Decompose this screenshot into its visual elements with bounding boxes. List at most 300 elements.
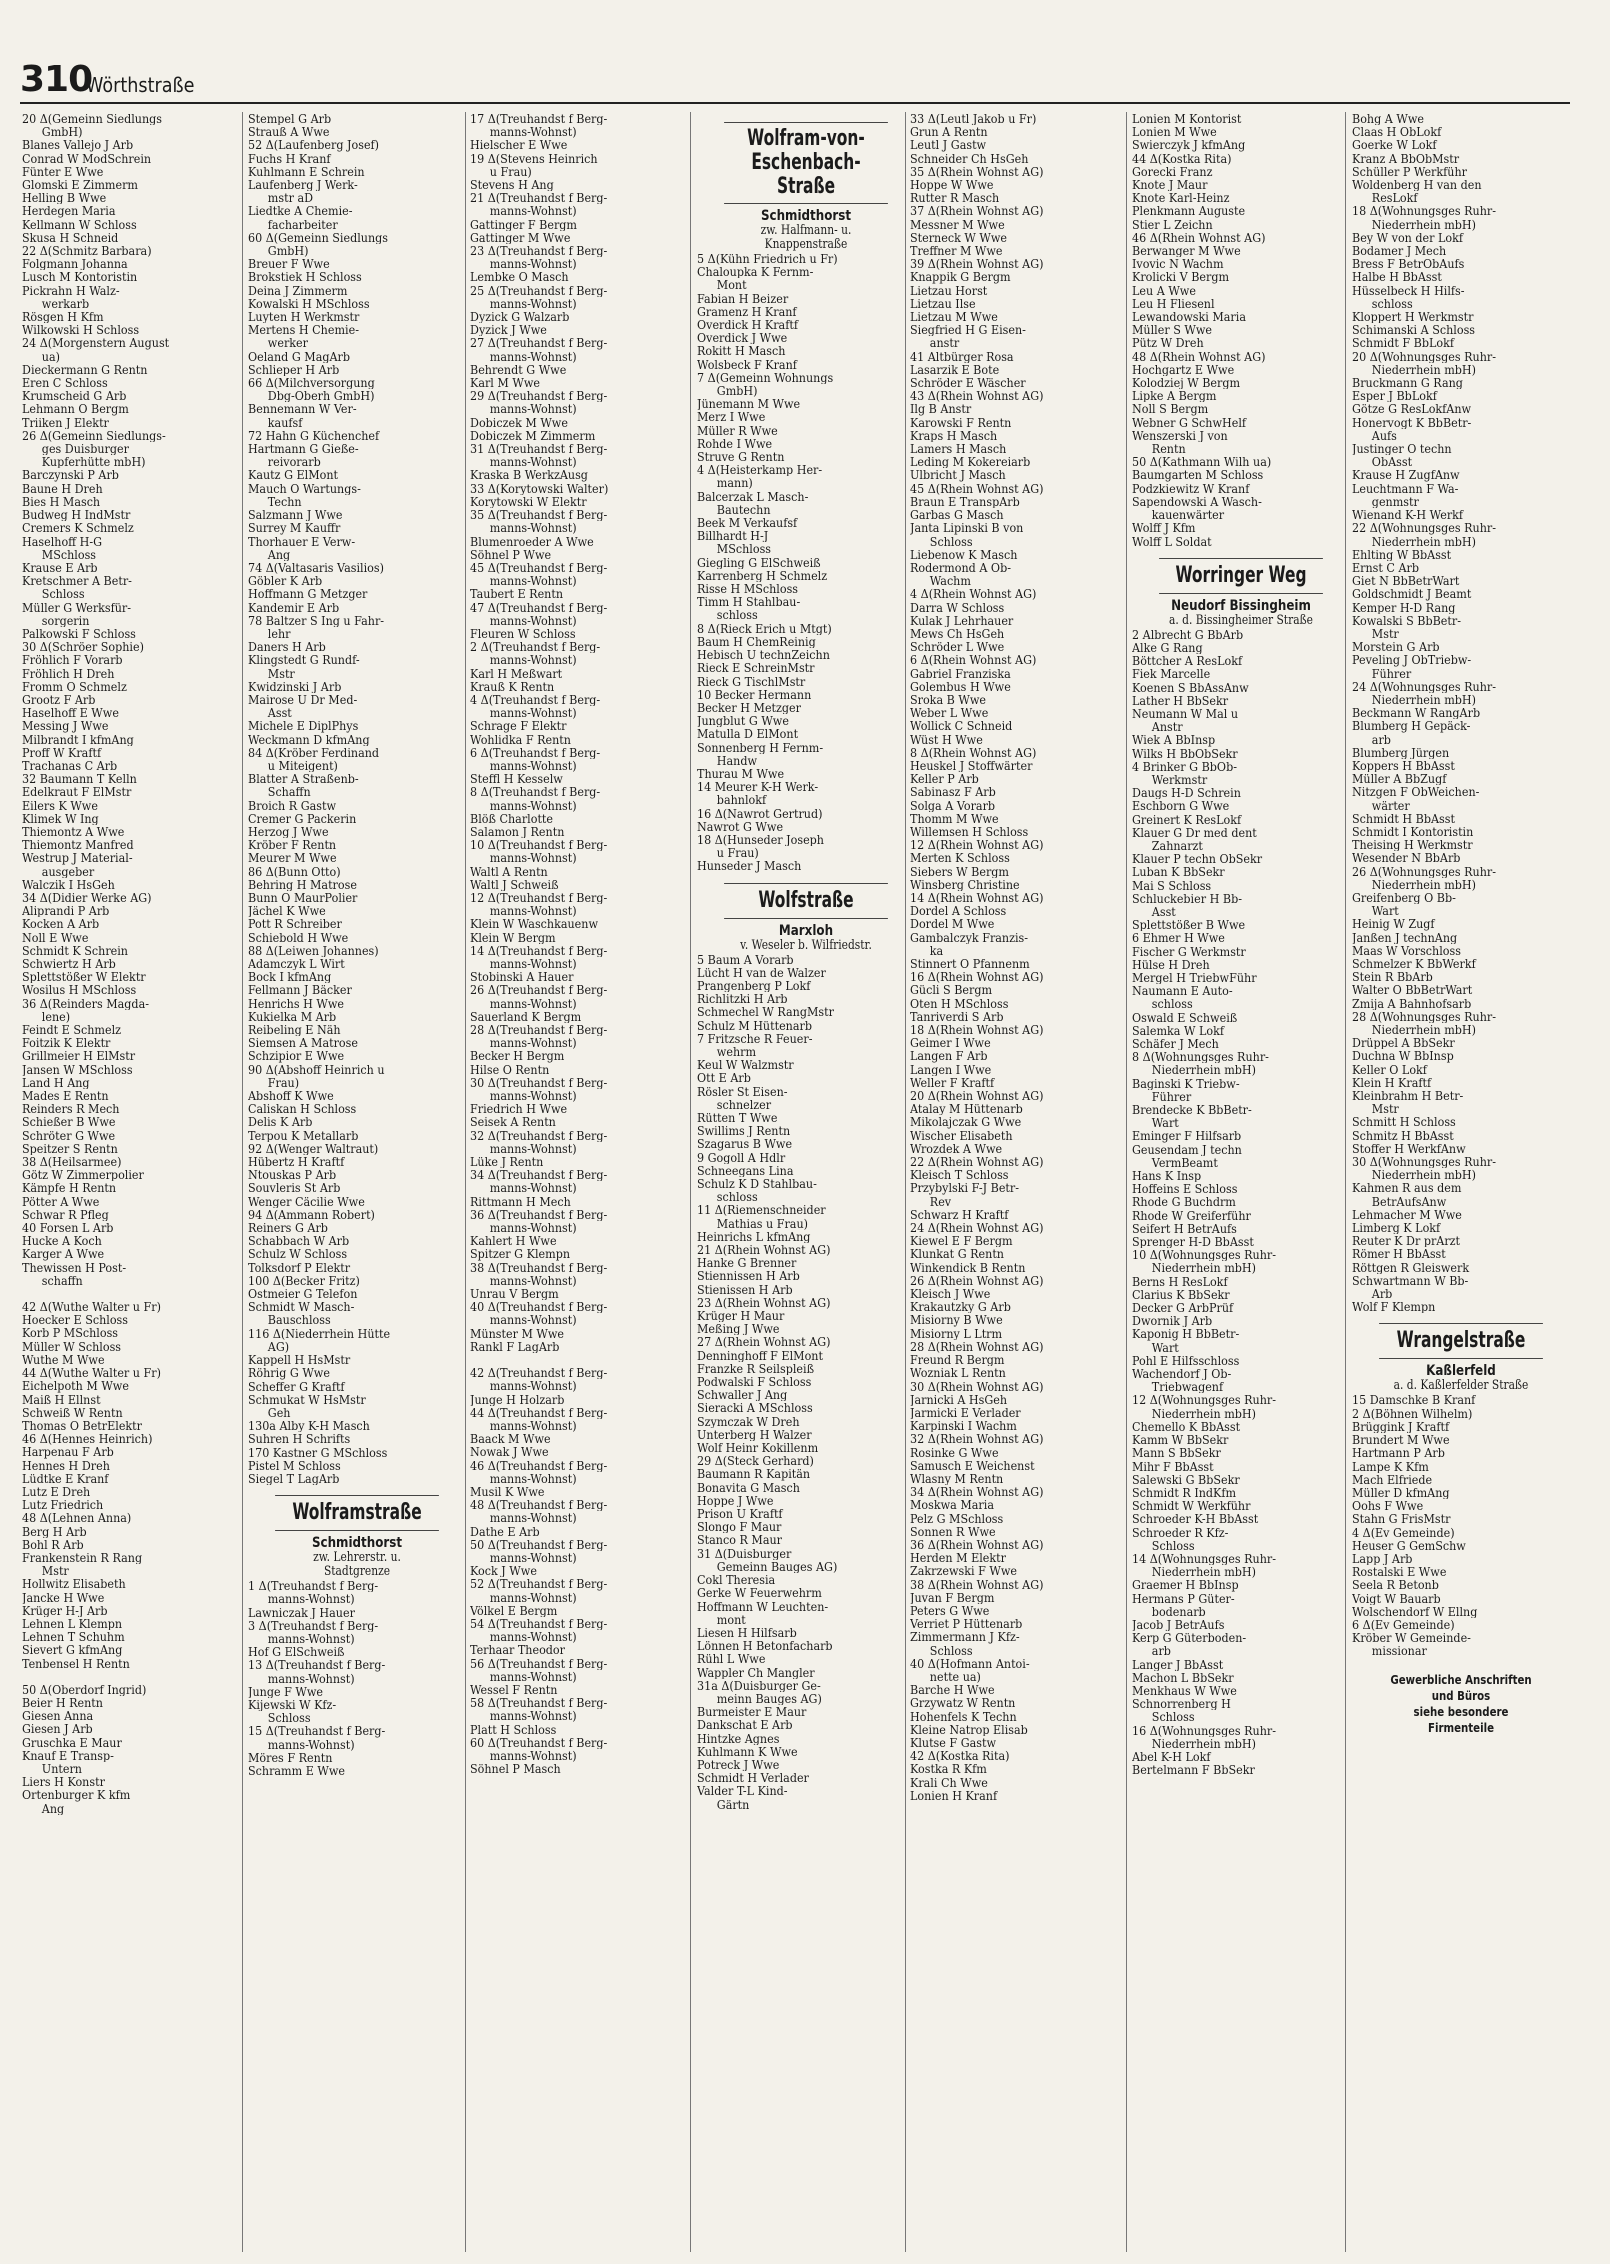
entry-line: Kleinbrahm H Betr- [1352, 1089, 1464, 1103]
entry-line: Leuchtmann F Wa- [1352, 481, 1459, 495]
entry-line: 7 Δ(Gemeinn Wohnungs [697, 370, 834, 385]
entry-line: 36 Δ(Rhein Wohnst AG) [910, 1537, 1044, 1552]
entry-line: Rostalski E Wwe [1352, 1565, 1447, 1579]
column-6 [1132, 112, 1350, 2258]
entry-line: Liebenow K Masch [910, 547, 1018, 561]
entry-line: 4 Δ(Heisterkamp Her- [697, 463, 823, 477]
entry-line: Fischer G Werkmstr [1132, 944, 1246, 958]
entry-line: Mihr F BbAsst [1132, 1459, 1214, 1473]
entry-line: Michele E DiplPhys [248, 719, 359, 733]
entry-line: Karowski F Rentn [910, 415, 1012, 429]
entry-line: AG) [267, 1339, 290, 1354]
entry-line: anstr [929, 336, 960, 350]
entry-line: 44 Δ(Treuhandst f Berg- [470, 1405, 608, 1419]
entry-line: Honervogt K BbBetr- [1352, 415, 1472, 429]
entry-line: Baune H Dreh [22, 481, 103, 495]
entry-line: Knote Karl-Heinz [1132, 191, 1230, 205]
entry-line: manns-Wohnst) [489, 1590, 577, 1604]
entry-line: Justinger O techn [1352, 442, 1452, 456]
entry-line: 29 Δ(Treuhandst f Berg- [470, 389, 608, 403]
entry-line: Weber L Wwe [910, 706, 989, 720]
entry-line: Baumann R Kapitän [697, 1467, 811, 1481]
entry-line: Ernst C Arb [1352, 560, 1420, 575]
entry-line: Baack M Wwe [470, 1432, 551, 1446]
entry-line: Braun E TranspArb [910, 494, 1020, 509]
column-divider [1126, 112, 1127, 2252]
entry-line: Reinders R Mech [22, 1102, 120, 1116]
entry-line: Mstr [267, 666, 295, 680]
entry-line: manns-Wohnst) [489, 1141, 577, 1156]
entry-line: Salzmann J Wwe [248, 508, 343, 522]
street-range: a. d. Bissingheimer Straße [1169, 612, 1313, 628]
page-title: Wörthstraße [86, 73, 195, 97]
entry-line: Krumscheid G Arb [22, 389, 127, 403]
entry-line: Thomas O BetrElektr [22, 1418, 142, 1433]
entry-line: 100 Δ(Becker Fritz) [248, 1273, 360, 1288]
entry-line: Klauer G Dr med dent [1132, 825, 1257, 839]
entry-line: 72 Hahn G Küchenchef [248, 428, 380, 443]
entry-line: Schröder E Wäscher [910, 376, 1026, 390]
entry-line: Mai S Schloss [1132, 878, 1212, 892]
entry-line: 12 Δ(Rhein Wohnst AG) [910, 838, 1044, 852]
entry-line: Sauerland K Bergm [470, 1009, 582, 1024]
entry-line: Schneegans Lina [697, 1163, 794, 1177]
entry-line: Schmidt H Verlader [697, 1771, 809, 1785]
entry-line: Fabian H Beizer [697, 291, 789, 305]
entry-line: Ang [41, 1801, 65, 1815]
entry-line: 10 Δ(Treuhandst f Berg- [470, 838, 608, 852]
entry-line: Langer J BbAsst [1132, 1657, 1224, 1671]
entry-line: Daugs H-D Schrein [1132, 786, 1241, 800]
entry-line: Wolff J Kfm [1132, 521, 1196, 535]
entry-line: Alke G Rang [1132, 640, 1203, 655]
entry-line: manns-Wohnst) [489, 1089, 577, 1103]
entry-line: 27 Δ(Treuhandst f Berg- [470, 336, 608, 350]
entry-line: Souvleris St Arb [248, 1181, 341, 1195]
entry-line: Matulla D ElMont [697, 727, 799, 741]
entry-line: Westrup J Material- [22, 851, 133, 865]
entry-line: werkarb [41, 296, 90, 311]
entry-line: Lampe K Kfm [1352, 1459, 1429, 1473]
entry-line: 24 Δ(Wohnungsges Ruhr- [1352, 679, 1497, 693]
entry-line: Trachanas C Arb [22, 758, 118, 773]
entry-line: 54 Δ(Treuhandst f Berg- [470, 1616, 608, 1631]
entry-line: Clarius K BbSekr [1132, 1287, 1230, 1302]
entry-line: Rieck E SchreinMstr [697, 661, 815, 675]
entry-line: Limberg K Lokf [1352, 1221, 1441, 1235]
entry-line: Kuhlmann E Schrein [248, 164, 365, 179]
entry-line: meinn Bauges AG) [716, 1691, 822, 1706]
entry-line: Müller D kfmAng [1352, 1485, 1450, 1500]
entry-line: Brundert M Wwe [1352, 1433, 1450, 1447]
entry-line: Lehnen T Schuhm [22, 1630, 125, 1644]
street-range: zw. Halfmann- u. [760, 223, 852, 238]
entry-line: Korytowski W Elektr [470, 494, 587, 509]
entry-line: 37 Δ(Rhein Wohnst AG) [910, 204, 1044, 218]
entry-line: GmbH) [267, 244, 309, 258]
entry-line: Budweg H IndMstr [22, 508, 131, 522]
entry-line: Caliskan H Schloss [248, 1102, 357, 1116]
entry-line: Arb [1371, 1287, 1393, 1301]
entry-line: Eschborn G Wwe [1132, 799, 1230, 813]
entry-line: Kröber W Gemeinde- [1352, 1631, 1471, 1645]
column-4 [697, 112, 915, 2258]
entry-line: Klein W Bergm [470, 930, 556, 944]
entry-line: Berwanger M Wwe [1132, 244, 1241, 258]
entry-line: schloss [716, 1190, 758, 1204]
entry-line: Speitzer S Rentn [22, 1141, 118, 1156]
entry-line: Greinert K ResLokf [1132, 812, 1242, 826]
entry-line: 46 Δ(Rhein Wohnst AG) [1132, 230, 1266, 245]
entry-line: Lutz Friedrich [22, 1498, 104, 1512]
entry-line: Ang [267, 547, 291, 561]
entry-line: Kocken A Arb [22, 917, 100, 931]
entry-line: 16 Δ(Nawrot Gertrud) [697, 806, 823, 820]
entry-line: Webner G SchwHelf [1132, 415, 1247, 429]
entry-line: Wozniak L Rentn [910, 1366, 1006, 1380]
entry-line: Solga A Vorarb [910, 798, 996, 812]
entry-line: Splettstößer W Elektr [22, 970, 146, 984]
entry-line: 34 Δ(Didier Werke AG) [22, 890, 152, 905]
entry-line: Noll S Bergm [1132, 402, 1209, 416]
entry-line: Kappell H HsMstr [248, 1353, 351, 1367]
entry-line: Siebers W Bergm [910, 864, 1009, 878]
entry-line: Völkel E Bergm [470, 1603, 558, 1617]
entry-line: Bohl R Arb [22, 1537, 84, 1551]
entry-line: 12 Δ(Wohnungsges Ruhr- [1132, 1393, 1277, 1407]
entry-line: ka [929, 943, 944, 957]
entry-line: Peters G Wwe [910, 1603, 990, 1618]
entry-line: Kahmen R aus dem [1352, 1181, 1462, 1195]
entry-line: 40 Forsen L Arb [22, 1221, 114, 1235]
entry-line: Triiken J Elektr [22, 415, 109, 429]
entry-line: Grzywatz W Rentn [910, 1696, 1016, 1710]
entry-line: Schramm E Wwe [248, 1763, 346, 1778]
entry-line: Kowalski H MSchloss [248, 296, 370, 311]
entry-line: Splettstößer B Wwe [1132, 918, 1246, 932]
entry-line: Kaponig H BbBetr- [1132, 1327, 1240, 1341]
entry-line: mstr aD [267, 191, 314, 205]
entry-line: Kellmann W Schloss [22, 217, 137, 231]
entry-line: Garbas G Masch [910, 508, 1004, 522]
entry-line: Lonien M Kontorist [1132, 112, 1242, 126]
entry-line: Eren C Schloss [22, 376, 108, 390]
column-divider [905, 112, 906, 2252]
entry-line: 22 Δ(Schmitz Barbara) [22, 244, 152, 258]
entry-line: Kolodziej W Bergm [1132, 376, 1241, 390]
entry-line: 32 Δ(Treuhandst f Berg- [470, 1128, 608, 1142]
entry-line: Hof G ElSchweiß [248, 1645, 345, 1659]
entry-line: Fromm O Schmelz [22, 679, 127, 693]
entry-line: reivorarb [267, 455, 321, 469]
entry-line: Hielscher E Wwe [470, 138, 568, 152]
entry-line: Waltl A Rentn [470, 864, 548, 878]
entry-line: Samusch E Weichenst [910, 1458, 1035, 1472]
entry-line: 32 Baumann T Kelln [22, 772, 137, 786]
entry-line: werker [267, 336, 308, 350]
entry-line: Führer [1371, 666, 1412, 680]
entry-line: Timm H Stahlbau- [697, 595, 801, 609]
entry-line: Laufenberg J Werk- [248, 178, 358, 192]
entry-line: Friedrich H Wwe [470, 1102, 568, 1116]
entry-line: Schmidt H BbAsst [1352, 811, 1455, 825]
entry-line: Keul W Walzmstr [697, 1058, 794, 1072]
entry-line: 4 Brinker G BbOb- [1132, 759, 1237, 773]
entry-line: Sroka B Wwe [910, 692, 986, 707]
entry-line: Jächel K Wwe [248, 904, 326, 918]
entry-line: Broich R Gastw [248, 798, 337, 812]
entry-line: Schröder L Wwe [910, 640, 1005, 654]
entry-line: Overdick J Wwe [697, 331, 788, 345]
entry-line: Wenger Cäcilie Wwe [248, 1194, 365, 1208]
entry-line: Schneider Ch HsGeh [910, 151, 1029, 165]
entry-line: 42 Δ(Wuthe Walter u Fr) [22, 1300, 161, 1314]
entry-line: 22 Δ(Rhein Wohnst AG) [910, 1155, 1044, 1169]
street-range: Knappenstraße [764, 237, 848, 252]
entry-line: Herden M Elektr [910, 1551, 1006, 1565]
entry-line: Hennes H Dreh [22, 1458, 110, 1472]
entry-line: Münster M Wwe [470, 1326, 565, 1340]
entry-line: Stobinski A Hauer [470, 970, 574, 984]
entry-line: Blanes Vallejo J Arb [22, 138, 134, 152]
entry-line: Wesender N BbArb [1352, 851, 1461, 865]
entry-line: Graemer H BbInsp [1132, 1578, 1239, 1592]
entry-line: Pohl E Hilfsschloss [1132, 1353, 1240, 1368]
entry-line: Schwar R Pfleg [22, 1207, 109, 1222]
entry-line: 116 Δ(Niederrhein Hütte [248, 1326, 391, 1340]
entry-line: Lüke J Rentn [470, 1155, 544, 1169]
entry-line: Zahnarzt [1151, 838, 1203, 853]
entry-line: Kranz A BbObMstr [1352, 151, 1460, 165]
entry-line: Kemper H-D Rang [1352, 600, 1456, 614]
entry-line [22, 1670, 238, 1683]
entry-line: Beek M Verkaufsf [697, 516, 798, 530]
entry-line: Kraps H Masch [910, 428, 998, 443]
entry-line: Wappler Ch Mangler [697, 1665, 815, 1679]
entry-line: Freund R Bergm [910, 1353, 1005, 1367]
entry-line: Rodermond A Ob- [910, 560, 1011, 575]
entry-line: Scheffer G Kraftf [248, 1379, 345, 1393]
entry-line: MSchloss [41, 547, 97, 561]
entry-line: 30 Δ(Rhein Wohnst AG) [910, 1379, 1044, 1393]
entry-line: Schmidt R IndKfm [1132, 1485, 1237, 1500]
entry-line: manns-Wohnst) [489, 798, 577, 812]
entry-line: wärter [1371, 798, 1410, 812]
entry-line: manns-Wohnst) [489, 1471, 577, 1485]
entry-line: Meurer M Wwe [248, 851, 337, 865]
entry-line: Berns H ResLokf [1132, 1274, 1228, 1288]
entry-line: Kraska B WerkzAusg [470, 468, 588, 482]
entry-line: GmbH) [716, 384, 758, 398]
entry-line: manns-Wohnst) [489, 1313, 577, 1327]
entry-line: Geimer I Wwe [910, 1036, 991, 1050]
entry-line: Drüppel A BbSekr [1352, 1036, 1455, 1050]
entry-line: Tenbensel H Rentn [22, 1656, 130, 1670]
entry-line: Harpenau F Arb [22, 1445, 114, 1459]
entry-line: Gärtn [716, 1797, 750, 1811]
entry-line: 18 Δ(Hunseder Joseph [697, 832, 824, 847]
entry-line: Niederrhein mbH) [1371, 1023, 1476, 1037]
entry-line: Schulz W Schloss [248, 1247, 348, 1261]
entry-line: Noll E Wwe [22, 930, 89, 944]
entry-line: Ostmeier G Telefon [248, 1287, 358, 1301]
entry-line: Niederrhein mbH) [1371, 692, 1476, 707]
entry-line: Podzkiewitz W Kranf [1132, 481, 1250, 495]
entry-line: Dordel M Wwe [910, 917, 995, 931]
entry-line: Lutz E Dreh [22, 1484, 91, 1499]
entry-line: Pütz W Dreh [1132, 336, 1204, 350]
entry-line: Schmitt H Schloss [1352, 1115, 1456, 1129]
entry-line: Giesen J Arb [22, 1722, 93, 1736]
entry-line: Niederrhein mbH) [1151, 1565, 1256, 1579]
street-heading-line: Eschenbach-Straße [751, 150, 861, 199]
entry-line: Brendecke K BbBetr- [1132, 1103, 1252, 1117]
street-range: a. d. Kaßlerfelder Straße [1393, 1378, 1529, 1394]
entry-line: Feindt E Schmelz [22, 1023, 122, 1037]
entry-line: Niederrhein mbH) [1371, 534, 1476, 548]
entry-line: Bies H Masch [22, 494, 101, 509]
entry-line: Mstr [1371, 1102, 1399, 1116]
entry-line: sorgerin [41, 613, 90, 627]
entry-line: Frau) [267, 1075, 300, 1090]
entry-line: Klingstedt G Rundf- [248, 653, 360, 667]
entry-line: Gorecki Franz [1132, 164, 1213, 179]
entry-line: Wlasny M Rentn [910, 1471, 1004, 1486]
entry-line: Schzipior E Wwe [248, 1049, 345, 1063]
column-2 [248, 112, 466, 2258]
entry-line: Dankschat E Arb [697, 1718, 793, 1732]
entry-line: Halbe H BbAsst [1352, 270, 1442, 284]
entry-line: Kulak J Lehrhauer [910, 613, 1014, 627]
entry-line: Wüst H Wwe [910, 732, 983, 746]
entry-line: Stinnert O Pfannenm [910, 957, 1030, 971]
entry-line: 6 Δ(Ev Gemeinde) [1352, 1617, 1455, 1632]
entry-line: 46 Δ(Hennes Heinrich) [22, 1432, 153, 1446]
entry-line: Kijewski W Kfz- [248, 1697, 337, 1712]
entry-line: Koenen S BbAssAnw [1132, 680, 1249, 694]
entry-line: Wachendorf J Ob- [1132, 1367, 1232, 1381]
entry-line: 6 Δ(Treuhandst f Berg- [470, 745, 601, 759]
entry-line: 36 Δ(Treuhandst f Berg- [470, 1207, 608, 1222]
entry-line: Schloss [41, 587, 85, 601]
entry-line: Gücli S Bergm [910, 983, 993, 997]
entry-line: Siegfried H G Eisen- [910, 323, 1026, 337]
entry-line: 27 Δ(Rhein Wohnst AG) [697, 1335, 831, 1349]
entry-line: 41 Altbürger Rosa [910, 349, 1014, 363]
entry-line: manns-Wohnst) [267, 1671, 355, 1685]
entry-line: 50 Δ(Oberdorf Ingrid) [22, 1682, 147, 1696]
entry-line: Morstein G Arb [1352, 640, 1440, 654]
entry-line: Krali Ch Wwe [910, 1775, 988, 1789]
entry-line: Overdick H Kraftf [697, 318, 798, 332]
district-name: Schmidthorst [311, 1535, 403, 1552]
entry-line: Blöß Charlotte [470, 811, 554, 825]
entry-line: 30 Δ(Wohnungsges Ruhr- [1352, 1155, 1497, 1169]
entry-line: Dobiczek M Wwe [470, 415, 568, 429]
entry-line: Leutl J Gastw [910, 138, 987, 152]
entry-line: manns-Wohnst) [489, 1036, 577, 1050]
entry-line: Haselhoff H-G [22, 534, 103, 548]
entry-line: Schmukat W HsMstr [248, 1392, 366, 1406]
entry-line: kauenwärter [1151, 508, 1225, 522]
entry-line: Proff W Kraftf [22, 745, 102, 759]
entry-line: Richlitzki H Arb [697, 992, 788, 1006]
entry-line: 31 Δ(Duisburger [697, 1546, 792, 1560]
entry-line: kaufsf [267, 415, 303, 429]
entry-line: Blumberg H Gepäck- [1352, 719, 1471, 733]
street-heading: Wolfstraße [724, 883, 888, 919]
entry-line: 50 Δ(Kathmann Wilh ua) [1132, 455, 1272, 469]
entry-line: Behring H Matrose [248, 877, 357, 891]
entry-line: Hunseder J Masch [697, 859, 802, 873]
entry-line: manns-Wohnst) [489, 904, 577, 918]
entry-line: Klunkat G Rentn [910, 1247, 1004, 1261]
entry-line: 52 Δ(Treuhandst f Berg- [470, 1577, 608, 1591]
entry-line: Unrau V Bergm [470, 1287, 559, 1301]
entry-line: 39 Δ(Rhein Wohnst AG) [910, 257, 1044, 271]
entry-line: 14 Δ(Rhein Wohnst AG) [910, 890, 1044, 905]
entry-line: 60 Δ(Gemeinn Siedlungs [248, 230, 389, 245]
entry-line: 26 Δ(Gemeinn Siedlungs- [22, 428, 166, 443]
entry-line: 7 Fritzsche R Feuer- [697, 1031, 813, 1045]
entry-line: manns-Wohnst) [489, 613, 577, 627]
entry-line: manns-Wohnst) [489, 402, 577, 416]
entry-line: Goerke W Lokf [1352, 138, 1437, 152]
entry-line: manns-Wohnst) [489, 1181, 577, 1195]
entry-line: schloss [1151, 997, 1193, 1011]
entry-line: BetrAufsAnw [1371, 1194, 1447, 1208]
entry-line: Pötter A Wwe [22, 1194, 100, 1208]
entry-line: Goldschmidt J Beamt [1352, 587, 1472, 601]
entry-line: Denninghoff F ElMont [697, 1348, 823, 1362]
entry-line: 34 Δ(Treuhandst f Berg- [470, 1168, 608, 1182]
entry-line: Bauschloss [267, 1313, 331, 1327]
entry-line: Mont [716, 278, 747, 292]
entry-line: Lamers H Masch [910, 442, 1007, 456]
entry-line: Gramenz H Kranf [697, 304, 797, 319]
entry-line: Wolf F Klempn [1352, 1300, 1436, 1314]
entry-line: 32 Δ(Rhein Wohnst AG) [910, 1432, 1044, 1446]
entry-line: Niederrhein mbH) [1151, 1063, 1256, 1077]
entry-line: Krüger H-J Arb [22, 1603, 108, 1617]
entry-line: Techn [267, 494, 302, 509]
entry-line: Knauf E Transp- [22, 1748, 114, 1762]
entry-line: 8 Δ(Rieck Erich u Mtgt) [697, 621, 832, 635]
entry-line: Prangenberg P Lokf [697, 978, 811, 993]
entry-line: Salewski G BbSekr [1132, 1472, 1240, 1486]
entry-line: Wuthe M Wwe [22, 1352, 105, 1367]
entry-line: Rutter R Masch [910, 191, 1000, 205]
entry-line: Krause E Arb [22, 560, 98, 575]
entry-line: Schabbach W Arb [248, 1234, 350, 1248]
street-heading: Wrangelstraße [1379, 1323, 1543, 1359]
entry-line: 28 Δ(Treuhandst f Berg- [470, 1023, 608, 1037]
entry-line: Rösgen H Kfm [22, 310, 104, 324]
entry-line: missionar [1371, 1644, 1427, 1658]
entry-line: Szagarus B Wwe [697, 1137, 793, 1151]
entry-line: manns-Wohnst) [489, 1630, 577, 1644]
entry-line: Wolf Heinr Kokillenm [697, 1441, 819, 1455]
entry-line: manns-Wohnst) [267, 1592, 355, 1606]
entry-line: Fiek Marcelle [1132, 667, 1211, 681]
entry-line: Walter O BbBetrWart [1352, 983, 1473, 997]
entry-line: Koppers H BbAsst [1352, 758, 1455, 773]
entry-line: Jarmicki E Verlader [910, 1405, 1021, 1420]
entry-line: Misiorny B Wwe [910, 1313, 1003, 1327]
entry-line: Göbler K Arb [248, 574, 323, 588]
entry-line: Reuter K Dr prArzt [1352, 1234, 1461, 1248]
entry-line: Schloss [1151, 1538, 1195, 1552]
